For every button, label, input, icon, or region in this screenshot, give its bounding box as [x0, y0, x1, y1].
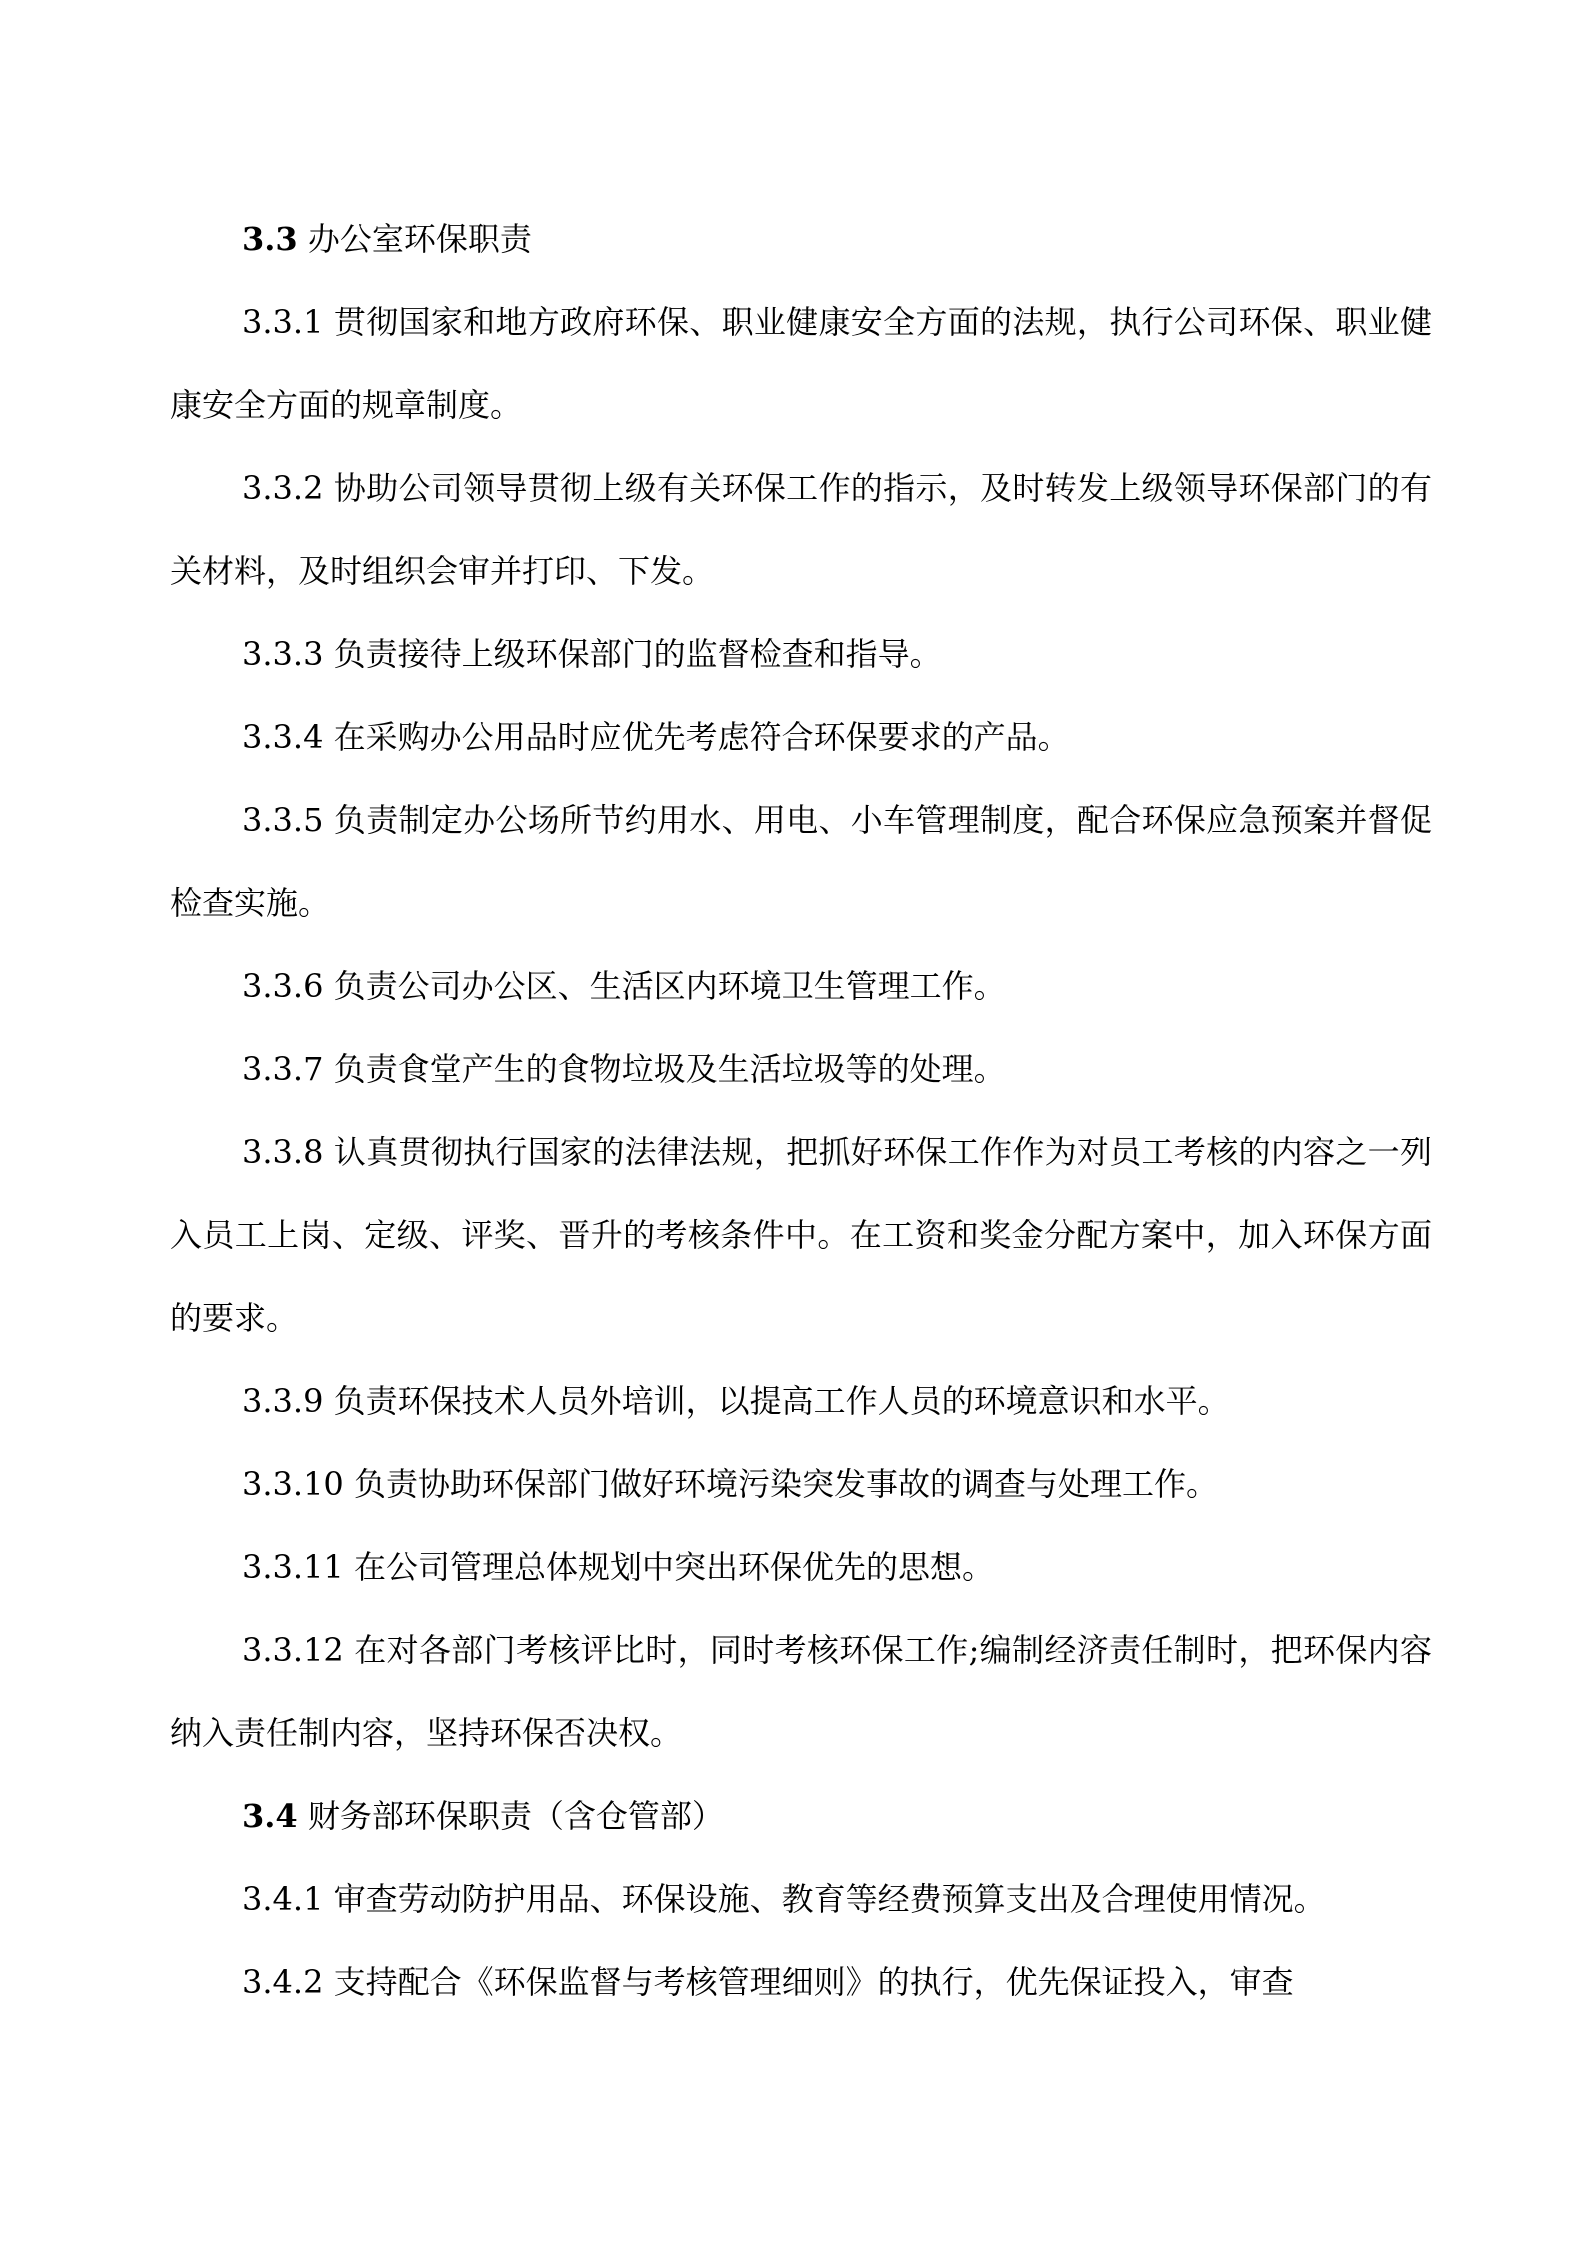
- section-heading-3-4: [170, 1775, 1432, 1858]
- section-number: 3.4: [242, 1797, 298, 1835]
- section-title: 财务部环保职责（含仓管部）: [307, 1797, 724, 1835]
- paragraph-3-3-4: 3.3.4 在采购办公用品时应优先考虑符合环保要求的产品。: [242, 718, 1070, 756]
- section-number: 3.3: [242, 220, 298, 258]
- paragraph-3-3-8: 3.3.8 认真贯彻执行国家的法律法规，把抓好环保工作作为对员工考核的内容之一列入员工上岗、定级、评奖、晋升的考核条件中。在工资和奖金分配方案中，加入环保方面的要求。: [170, 1133, 1432, 1337]
- paragraph-3-3-11: 3.3.11 在公司管理总体规划中突出环保优先的思想。: [242, 1548, 994, 1586]
- paragraph-3-3-2: 3.3.2 协助公司领导贯彻上级有关环保工作的指示，及时转发上级领导环保部门的有关材料，及时组织会审并打印、下发。: [170, 469, 1432, 590]
- paragraph-3-3-1: 3.3.1 贯彻国家和地方政府环保、职业健康安全方面的法规，执行公司环保、职业健康安全方面的规章制度。: [170, 303, 1432, 424]
- document-body: [170, 198, 1432, 2024]
- paragraph-3-4-2: 3.4.2 支持配合《环保监督与考核管理细则》的执行，优先保证投入，审查: [242, 1963, 1294, 2001]
- paragraph-3-3-10: 3.3.10 负责协助环保部门做好环境污染突发事故的调查与处理工作。: [242, 1465, 1218, 1503]
- paragraph-3-4-1: 3.4.1 审查劳动防护用品、环保设施、教育等经费预算支出及合理使用情况。: [242, 1880, 1326, 1918]
- section-title: 办公室环保职责: [307, 220, 532, 258]
- section-heading-3-3: [170, 198, 1432, 281]
- paragraph-3-3-12: 3.3.12 在对各部门考核评比时，同时考核环保工作;编制经济责任制时，把环保内容纳入责任制内容，坚持环保否决权。: [170, 1631, 1432, 1752]
- paragraph-3-3-7: 3.3.7 负责食堂产生的食物垃圾及生活垃圾等的处理。: [242, 1050, 1006, 1088]
- paragraph-3-3-9: 3.3.9 负责环保技术人员外培训，以提高工作人员的环境意识和水平。: [242, 1382, 1230, 1420]
- paragraph-3-3-3: 3.3.3 负责接待上级环保部门的监督检查和指导。: [242, 635, 942, 673]
- paragraph-3-3-5: 3.3.5 负责制定办公场所节约用水、用电、小车管理制度，配合环保应急预案并督促检查实施。: [170, 801, 1432, 922]
- paragraph-3-3-6: 3.3.6 负责公司办公区、生活区内环境卫生管理工作。: [242, 967, 1006, 1005]
